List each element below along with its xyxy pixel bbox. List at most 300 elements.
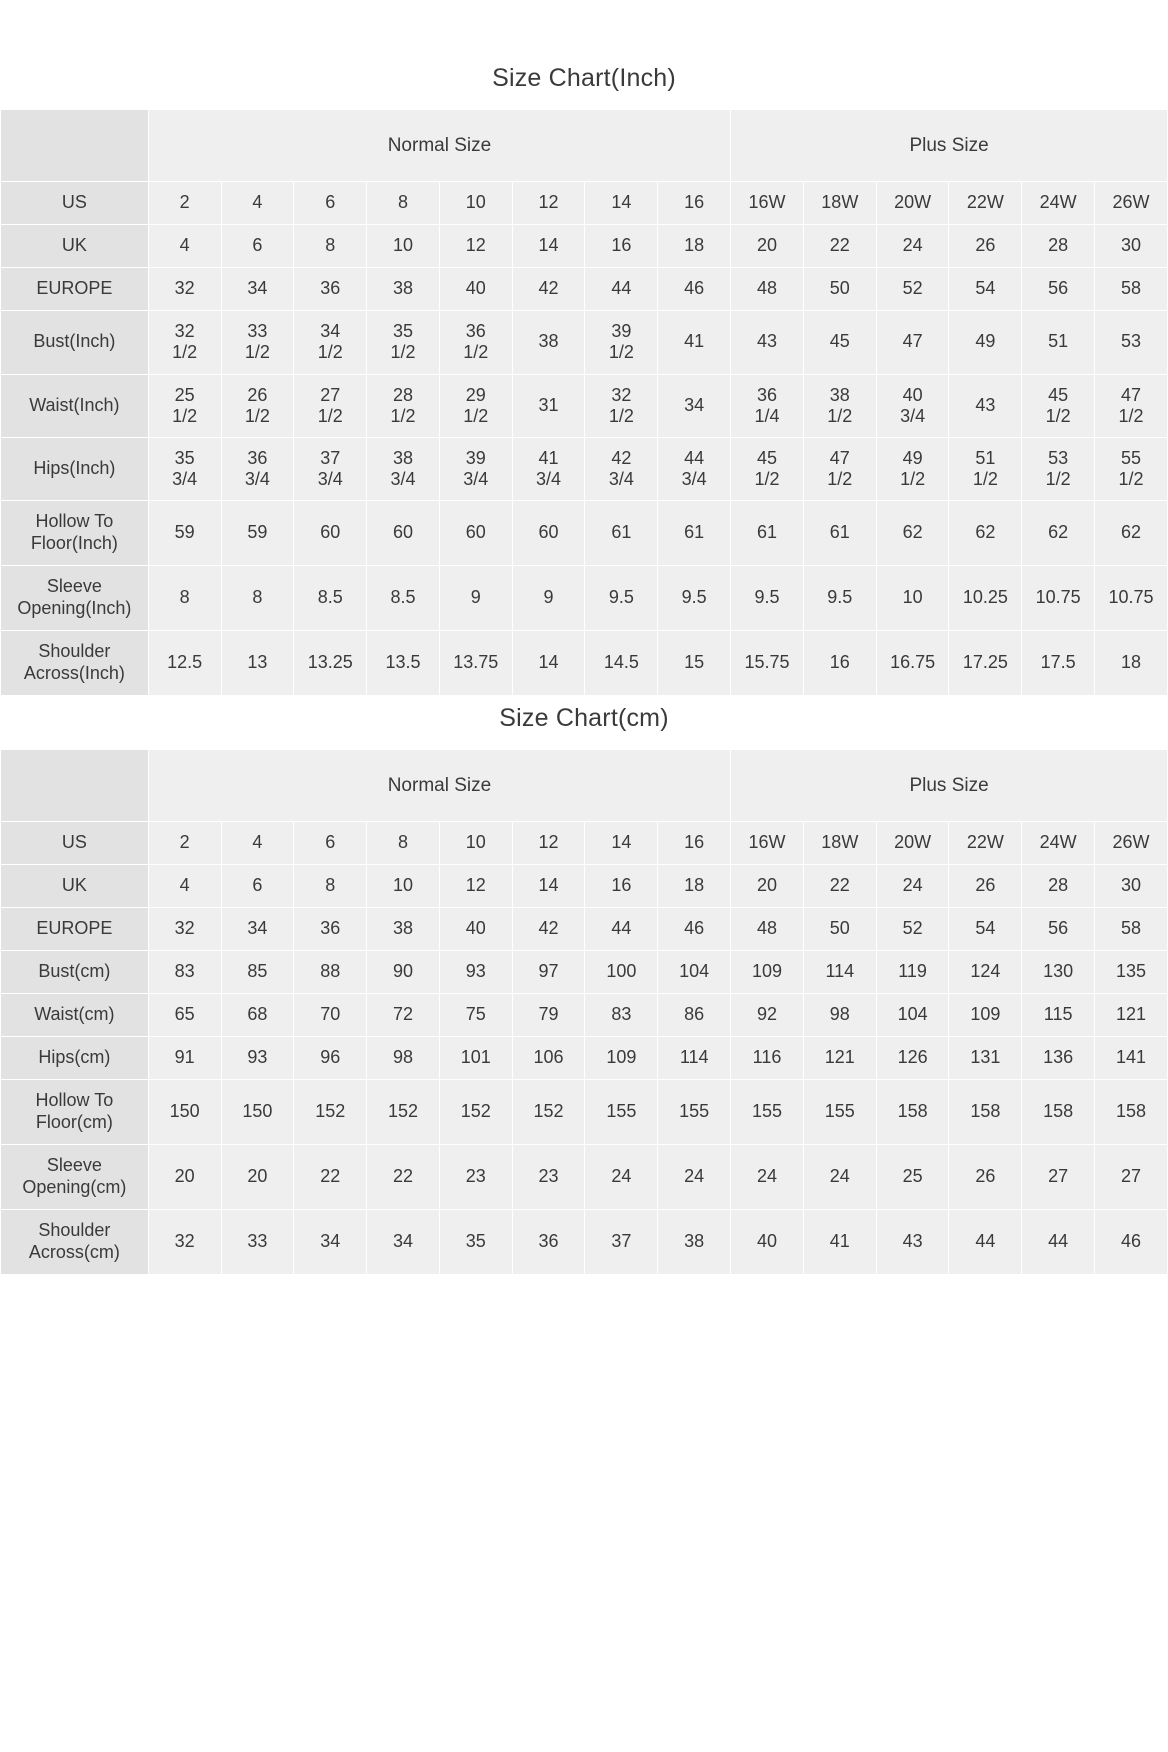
table-cell: 28 [1022,225,1095,268]
table-cell: 23 [512,1144,585,1209]
row-header-6: Hips(Inch) [1,437,149,500]
table-cell: 20 [731,225,804,268]
table-cell: 34 [658,374,731,437]
table-cell: 131 [949,1037,1022,1080]
table-cell: 114 [658,1037,731,1080]
table-cell: 24 [803,1144,876,1209]
table-cell: 45 1/2 [731,437,804,500]
table-cell: 6 [294,182,367,225]
table-cell: 24 [731,1144,804,1209]
table-cell: 152 [294,1080,367,1145]
table-cell: 9.5 [803,566,876,631]
table-cell: 83 [585,994,658,1037]
table-cell: 97 [512,951,585,994]
table-cell: 4 [148,865,221,908]
table-cell: 10 [439,182,512,225]
table-cell: 20W [876,182,949,225]
table-cell: 130 [1022,951,1095,994]
table-cell: 135 [1095,951,1168,994]
size-chart-cm-table [0,749,1168,1275]
row-header-8: Sleeve Opening(Inch) [1,566,149,631]
table-row [1,437,1168,500]
table-cell: 61 [731,501,804,566]
group-header-row [1,110,1168,182]
table-cell: 101 [439,1037,512,1080]
table-cell: 10 [367,225,440,268]
table-row [1,374,1168,437]
table-cell: 2 [148,182,221,225]
table-cell: 65 [148,994,221,1037]
table-cell: 12 [512,822,585,865]
table-cell: 91 [148,1037,221,1080]
table-cell: 16W [731,182,804,225]
table-row [1,951,1168,994]
table-cell: 50 [803,908,876,951]
table-cell: 4 [221,822,294,865]
table-cell: 155 [585,1080,658,1145]
table-cell: 40 [731,1209,804,1274]
table-cell: 16 [585,225,658,268]
table-cell: 16W [731,822,804,865]
table-cell: 39 1/2 [585,311,658,374]
table-cell: 45 1/2 [1022,374,1095,437]
table-cell: 29 1/2 [439,374,512,437]
table-cell: 27 1/2 [294,374,367,437]
table-cell: 38 3/4 [367,437,440,500]
table-cell: 10 [439,822,512,865]
table-cell: 22W [949,182,1022,225]
row-header-6: Hips(cm) [1,1037,149,1080]
table-cell: 109 [731,951,804,994]
table-cell: 88 [294,951,367,994]
table-cell: 152 [367,1080,440,1145]
table-cell: 26 [949,225,1022,268]
table-cell: 36 1/4 [731,374,804,437]
table-corner-cell [1,110,149,182]
table-cell: 38 [658,1209,731,1274]
table-cell: 25 [876,1144,949,1209]
table-cell: 6 [221,225,294,268]
table-cell: 70 [294,994,367,1037]
table-cell: 15 [658,631,731,696]
table-cell: 9.5 [585,566,658,631]
table-cell: 59 [148,501,221,566]
table-cell: 114 [803,951,876,994]
table-cell: 48 [731,268,804,311]
size-chart-inch-block [0,56,1168,696]
table-cell: 62 [876,501,949,566]
table-cell: 27 [1095,1144,1168,1209]
table-row [1,994,1168,1037]
table-cell: 60 [294,501,367,566]
row-header-3: EUROPE [1,268,149,311]
table-cell: 38 [512,311,585,374]
table-cell: 56 [1022,908,1095,951]
table-cell: 46 [658,908,731,951]
table-cell: 158 [949,1080,1022,1145]
table-cell: 22 [367,1144,440,1209]
table-cell: 35 3/4 [148,437,221,500]
table-cell: 49 1/2 [876,437,949,500]
table-cell: 96 [294,1037,367,1080]
table-cell: 8 [148,566,221,631]
table-cell: 60 [367,501,440,566]
table-row [1,822,1168,865]
table-cell: 12.5 [148,631,221,696]
table-cell: 155 [803,1080,876,1145]
table-cell: 53 1/2 [1022,437,1095,500]
table-cell: 25 1/2 [148,374,221,437]
table-row [1,501,1168,566]
table-cell: 9.5 [658,566,731,631]
table-cell: 32 [148,1209,221,1274]
table-cell: 98 [803,994,876,1037]
table-cell: 22W [949,822,1022,865]
table-cell: 15.75 [731,631,804,696]
table-cell: 43 [876,1209,949,1274]
table-cell: 24 [658,1144,731,1209]
table-cell: 58 [1095,908,1168,951]
table-cell: 83 [148,951,221,994]
table-cell: 44 [949,1209,1022,1274]
table-cell: 116 [731,1037,804,1080]
table-cell: 52 [876,268,949,311]
table-cell: 16 [803,631,876,696]
table-cell: 2 [148,822,221,865]
table-cell: 17.25 [949,631,1022,696]
table-cell: 30 [1095,865,1168,908]
table-corner-cell [1,750,149,822]
table-cell: 4 [148,225,221,268]
row-header-7: Hollow To Floor(Inch) [1,501,149,566]
table-cell: 23 [439,1144,512,1209]
table-cell: 121 [803,1037,876,1080]
table-cell: 8 [294,225,367,268]
group-header-plus: Plus Size [731,750,1168,822]
row-header-4: Bust(cm) [1,951,149,994]
row-header-4: Bust(Inch) [1,311,149,374]
table-cell: 14 [585,182,658,225]
table-cell: 10.75 [1095,566,1168,631]
table-cell: 36 [512,1209,585,1274]
table-cell: 32 1/2 [148,311,221,374]
table-cell: 16 [658,182,731,225]
table-cell: 47 [876,311,949,374]
table-cell: 8 [367,822,440,865]
table-cell: 6 [294,822,367,865]
table-cell: 39 3/4 [439,437,512,500]
table-cell: 36 [294,268,367,311]
table-cell: 85 [221,951,294,994]
table-cell: 119 [876,951,949,994]
table-cell: 48 [731,908,804,951]
table-cell: 20 [731,865,804,908]
table-cell: 14.5 [585,631,658,696]
table-cell: 14 [512,631,585,696]
table-cell: 16 [585,865,658,908]
table-row [1,908,1168,951]
table-cell: 44 [1022,1209,1095,1274]
table-cell: 24 [876,225,949,268]
table-cell: 8 [294,865,367,908]
table-cell: 31 [512,374,585,437]
table-cell: 26 [949,1144,1022,1209]
table-cell: 24W [1022,182,1095,225]
table-cell: 54 [949,908,1022,951]
row-header-7: Hollow To Floor(cm) [1,1080,149,1145]
table-cell: 45 [803,311,876,374]
size-chart-inch-title: Size Chart(Inch) [492,64,676,92]
table-cell: 152 [439,1080,512,1145]
table-cell: 109 [949,994,1022,1037]
size-chart-cm-title: Size Chart(cm) [499,704,669,733]
table-cell: 33 [221,1209,294,1274]
table-cell: 43 [949,374,1022,437]
table-cell: 54 [949,268,1022,311]
table-cell: 10.75 [1022,566,1095,631]
table-cell: 68 [221,994,294,1037]
table-cell: 18 [658,865,731,908]
table-cell: 34 [367,1209,440,1274]
table-cell: 28 1/2 [367,374,440,437]
table-cell: 36 [294,908,367,951]
row-header-1: US [1,182,149,225]
table-cell: 10 [367,865,440,908]
table-cell: 26 1/2 [221,374,294,437]
table-cell: 53 [1095,311,1168,374]
table-row [1,268,1168,311]
table-cell: 26W [1095,822,1168,865]
table-row [1,1144,1168,1209]
table-cell: 59 [221,501,294,566]
table-cell: 6 [221,865,294,908]
row-header-9: Shoulder Across(cm) [1,1209,149,1274]
table-cell: 38 [367,908,440,951]
size-chart-inch-table [0,109,1168,696]
table-cell: 4 [221,182,294,225]
table-cell: 9.5 [731,566,804,631]
table-cell: 12 [439,225,512,268]
table-cell: 40 [439,268,512,311]
table-cell: 56 [1022,268,1095,311]
size-chart-cm-body [1,750,1168,1275]
table-cell: 17.5 [1022,631,1095,696]
table-cell: 150 [148,1080,221,1145]
table-cell: 22 [294,1144,367,1209]
table-cell: 104 [876,994,949,1037]
table-row [1,1209,1168,1274]
table-cell: 20W [876,822,949,865]
table-cell: 47 1/2 [803,437,876,500]
row-header-9: Shoulder Across(Inch) [1,631,149,696]
table-cell: 16.75 [876,631,949,696]
table-cell: 90 [367,951,440,994]
table-cell: 24W [1022,822,1095,865]
table-cell: 58 [1095,268,1168,311]
table-cell: 115 [1022,994,1095,1037]
table-cell: 41 [803,1209,876,1274]
size-chart-inch-body [1,110,1168,696]
table-cell: 93 [221,1037,294,1080]
row-header-2: UK [1,225,149,268]
table-cell: 13.75 [439,631,512,696]
row-header-5: Waist(cm) [1,994,149,1037]
table-cell: 8.5 [367,566,440,631]
table-cell: 60 [512,501,585,566]
table-cell: 46 [658,268,731,311]
table-cell: 36 1/2 [439,311,512,374]
table-cell: 24 [876,865,949,908]
table-cell: 61 [585,501,658,566]
table-cell: 9 [439,566,512,631]
table-cell: 50 [803,268,876,311]
table-row [1,182,1168,225]
row-header-1: US [1,822,149,865]
table-cell: 72 [367,994,440,1037]
table-cell: 44 [585,908,658,951]
group-header-row [1,750,1168,822]
table-cell: 16 [658,822,731,865]
table-cell: 13.25 [294,631,367,696]
table-cell: 8.5 [294,566,367,631]
row-header-5: Waist(Inch) [1,374,149,437]
table-row [1,311,1168,374]
table-cell: 155 [731,1080,804,1145]
table-cell: 27 [1022,1144,1095,1209]
table-cell: 32 [148,268,221,311]
table-cell: 92 [731,994,804,1037]
table-cell: 40 [439,908,512,951]
table-cell: 38 [367,268,440,311]
table-cell: 18 [658,225,731,268]
table-cell: 22 [803,865,876,908]
table-cell: 22 [803,225,876,268]
table-cell: 158 [1022,1080,1095,1145]
table-cell: 155 [658,1080,731,1145]
group-header-normal: Normal Size [148,110,730,182]
table-cell: 35 1/2 [367,311,440,374]
group-header-normal: Normal Size [148,750,730,822]
table-cell: 14 [512,865,585,908]
table-row [1,865,1168,908]
table-cell: 46 [1095,1209,1168,1274]
table-cell: 60 [439,501,512,566]
table-cell: 38 1/2 [803,374,876,437]
table-cell: 14 [585,822,658,865]
table-cell: 62 [1095,501,1168,566]
table-cell: 9 [512,566,585,631]
table-cell: 34 [221,268,294,311]
row-header-2: UK [1,865,149,908]
table-cell: 18W [803,822,876,865]
table-cell: 49 [949,311,1022,374]
table-cell: 37 [585,1209,658,1274]
table-cell: 8 [221,566,294,631]
table-cell: 33 1/2 [221,311,294,374]
table-cell: 126 [876,1037,949,1080]
row-header-3: EUROPE [1,908,149,951]
table-cell: 13.5 [367,631,440,696]
table-cell: 136 [1022,1037,1095,1080]
table-cell: 141 [1095,1037,1168,1080]
table-cell: 109 [585,1037,658,1080]
table-cell: 42 [512,908,585,951]
table-cell: 35 [439,1209,512,1274]
table-cell: 10.25 [949,566,1022,631]
table-cell: 10 [876,566,949,631]
table-cell: 100 [585,951,658,994]
table-cell: 150 [221,1080,294,1145]
table-cell: 34 1/2 [294,311,367,374]
table-cell: 51 [1022,311,1095,374]
table-cell: 41 3/4 [512,437,585,500]
table-cell: 93 [439,951,512,994]
table-cell: 158 [876,1080,949,1145]
table-cell: 42 3/4 [585,437,658,500]
table-cell: 12 [512,182,585,225]
table-cell: 40 3/4 [876,374,949,437]
table-cell: 43 [731,311,804,374]
table-cell: 79 [512,994,585,1037]
table-cell: 55 1/2 [1095,437,1168,500]
table-cell: 44 3/4 [658,437,731,500]
table-cell: 47 1/2 [1095,374,1168,437]
table-cell: 75 [439,994,512,1037]
table-cell: 106 [512,1037,585,1080]
table-row [1,1037,1168,1080]
table-cell: 28 [1022,865,1095,908]
row-header-8: Sleeve Opening(cm) [1,1144,149,1209]
table-cell: 34 [294,1209,367,1274]
table-cell: 124 [949,951,1022,994]
table-cell: 152 [512,1080,585,1145]
table-cell: 32 [148,908,221,951]
table-cell: 34 [221,908,294,951]
table-row [1,225,1168,268]
table-cell: 30 [1095,225,1168,268]
size-chart-cm-block [0,696,1168,1293]
table-cell: 41 [658,311,731,374]
table-cell: 121 [1095,994,1168,1037]
table-cell: 51 1/2 [949,437,1022,500]
table-cell: 14 [512,225,585,268]
table-cell: 158 [1095,1080,1168,1145]
table-cell: 104 [658,951,731,994]
table-cell: 18 [1095,631,1168,696]
table-cell: 42 [512,268,585,311]
table-cell: 32 1/2 [585,374,658,437]
table-cell: 86 [658,994,731,1037]
table-cell: 37 3/4 [294,437,367,500]
table-cell: 20 [221,1144,294,1209]
table-cell: 8 [367,182,440,225]
table-row [1,631,1168,696]
table-cell: 61 [803,501,876,566]
table-cell: 20 [148,1144,221,1209]
table-row [1,1080,1168,1145]
table-cell: 13 [221,631,294,696]
table-cell: 52 [876,908,949,951]
table-cell: 26 [949,865,1022,908]
table-cell: 62 [949,501,1022,566]
table-row [1,566,1168,631]
table-cell: 44 [585,268,658,311]
group-header-plus: Plus Size [731,110,1168,182]
table-cell: 24 [585,1144,658,1209]
table-cell: 36 3/4 [221,437,294,500]
table-cell: 98 [367,1037,440,1080]
table-cell: 18W [803,182,876,225]
